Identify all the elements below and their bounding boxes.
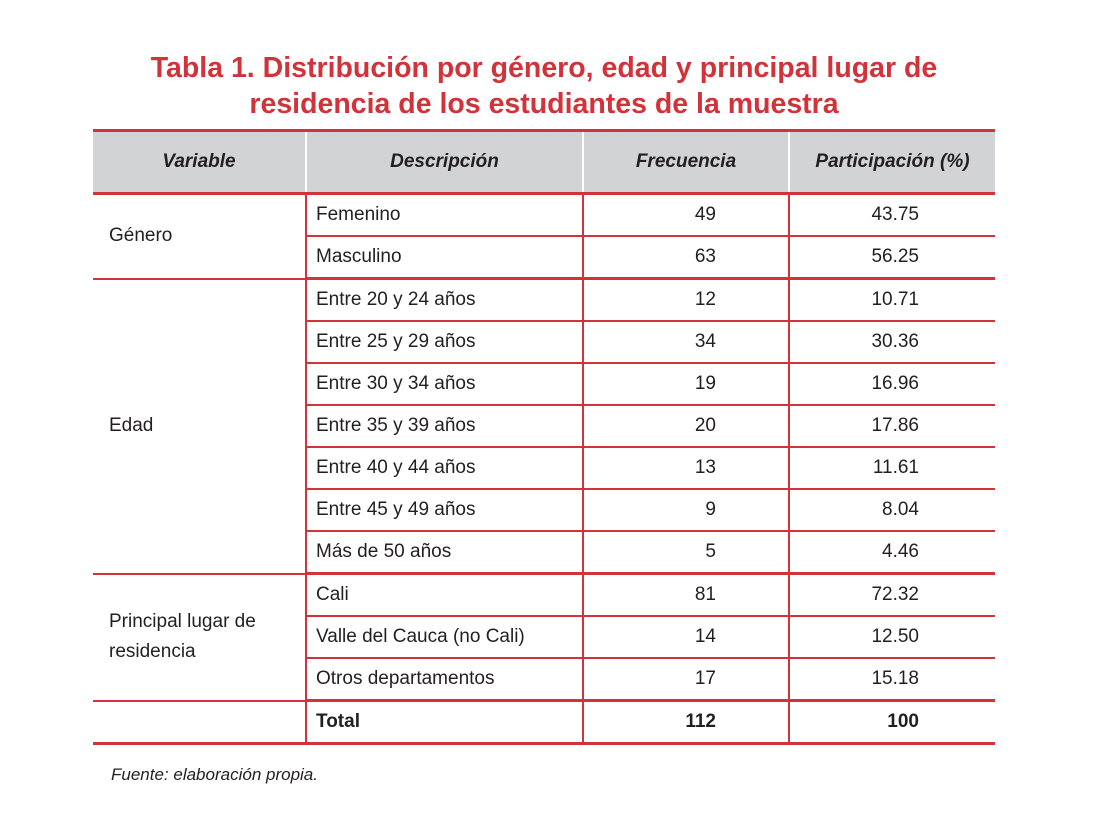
descripcion-cell: Masculino bbox=[306, 236, 583, 279]
participacion-cell: 4.46 bbox=[789, 531, 995, 574]
frecuencia-cell: 13 bbox=[583, 447, 789, 489]
header-descripcion: Descripción bbox=[306, 131, 583, 194]
descripcion-cell: Entre 25 y 29 años bbox=[306, 321, 583, 363]
header-variable: Variable bbox=[93, 131, 306, 194]
table-row bbox=[93, 574, 995, 617]
participacion-cell: 17.86 bbox=[789, 405, 995, 447]
frecuencia-cell: 17 bbox=[583, 658, 789, 701]
frecuencia-cell: 63 bbox=[583, 236, 789, 279]
table-title bbox=[93, 50, 995, 122]
total-participacion: 100 bbox=[789, 701, 995, 744]
distribution-table bbox=[93, 129, 995, 745]
participacion-cell: 12.50 bbox=[789, 616, 995, 658]
participacion-cell: 15.18 bbox=[789, 658, 995, 701]
participacion-cell: 30.36 bbox=[789, 321, 995, 363]
participacion-cell: 72.32 bbox=[789, 574, 995, 617]
descripcion-cell: Femenino bbox=[306, 194, 583, 237]
participacion-cell: 56.25 bbox=[789, 236, 995, 279]
variable-cell-residencia: Principal lugar de residencia bbox=[93, 574, 306, 701]
table-row bbox=[93, 194, 995, 237]
participacion-cell: 10.71 bbox=[789, 279, 995, 322]
table-title-line-1: Tabla 1. Distribución por género, edad y principal lugar de bbox=[150, 52, 938, 84]
table-title-line-2: residencia de los estudiantes de la muestra bbox=[249, 88, 839, 120]
descripcion-cell: Más de 50 años bbox=[306, 531, 583, 574]
frecuencia-cell: 81 bbox=[583, 574, 789, 617]
descripcion-cell: Valle del Cauca (no Cali) bbox=[306, 616, 583, 658]
frecuencia-cell: 34 bbox=[583, 321, 789, 363]
descripcion-cell: Entre 35 y 39 años bbox=[306, 405, 583, 447]
total-label: Total bbox=[306, 701, 583, 744]
total-frecuencia: 112 bbox=[583, 701, 789, 744]
descripcion-cell: Cali bbox=[306, 574, 583, 617]
descripcion-cell: Entre 40 y 44 años bbox=[306, 447, 583, 489]
source-note: Fuente: elaboración propia. bbox=[111, 765, 318, 784]
frecuencia-cell: 20 bbox=[583, 405, 789, 447]
participacion-cell: 43.75 bbox=[789, 194, 995, 237]
descripcion-cell: Entre 20 y 24 años bbox=[306, 279, 583, 322]
frecuencia-cell: 14 bbox=[583, 616, 789, 658]
header-frecuencia: Frecuencia bbox=[583, 131, 789, 194]
participacion-cell: 16.96 bbox=[789, 363, 995, 405]
variable-cell-edad: Edad bbox=[93, 279, 306, 574]
descripcion-cell: Otros departamentos bbox=[306, 658, 583, 701]
frecuencia-cell: 9 bbox=[583, 489, 789, 531]
frecuencia-cell: 49 bbox=[583, 194, 789, 237]
frecuencia-cell: 19 bbox=[583, 363, 789, 405]
participacion-cell: 8.04 bbox=[789, 489, 995, 531]
variable-cell-genero: Género bbox=[93, 194, 306, 279]
participacion-cell: 11.61 bbox=[789, 447, 995, 489]
descripcion-cell: Entre 30 y 34 años bbox=[306, 363, 583, 405]
header-row bbox=[93, 131, 995, 194]
frecuencia-cell: 5 bbox=[583, 531, 789, 574]
total-empty-cell bbox=[93, 701, 306, 744]
frecuencia-cell: 12 bbox=[583, 279, 789, 322]
descripcion-cell: Entre 45 y 49 años bbox=[306, 489, 583, 531]
total-row bbox=[93, 701, 995, 744]
header-participacion: Participación (%) bbox=[789, 131, 995, 194]
table-row bbox=[93, 279, 995, 322]
